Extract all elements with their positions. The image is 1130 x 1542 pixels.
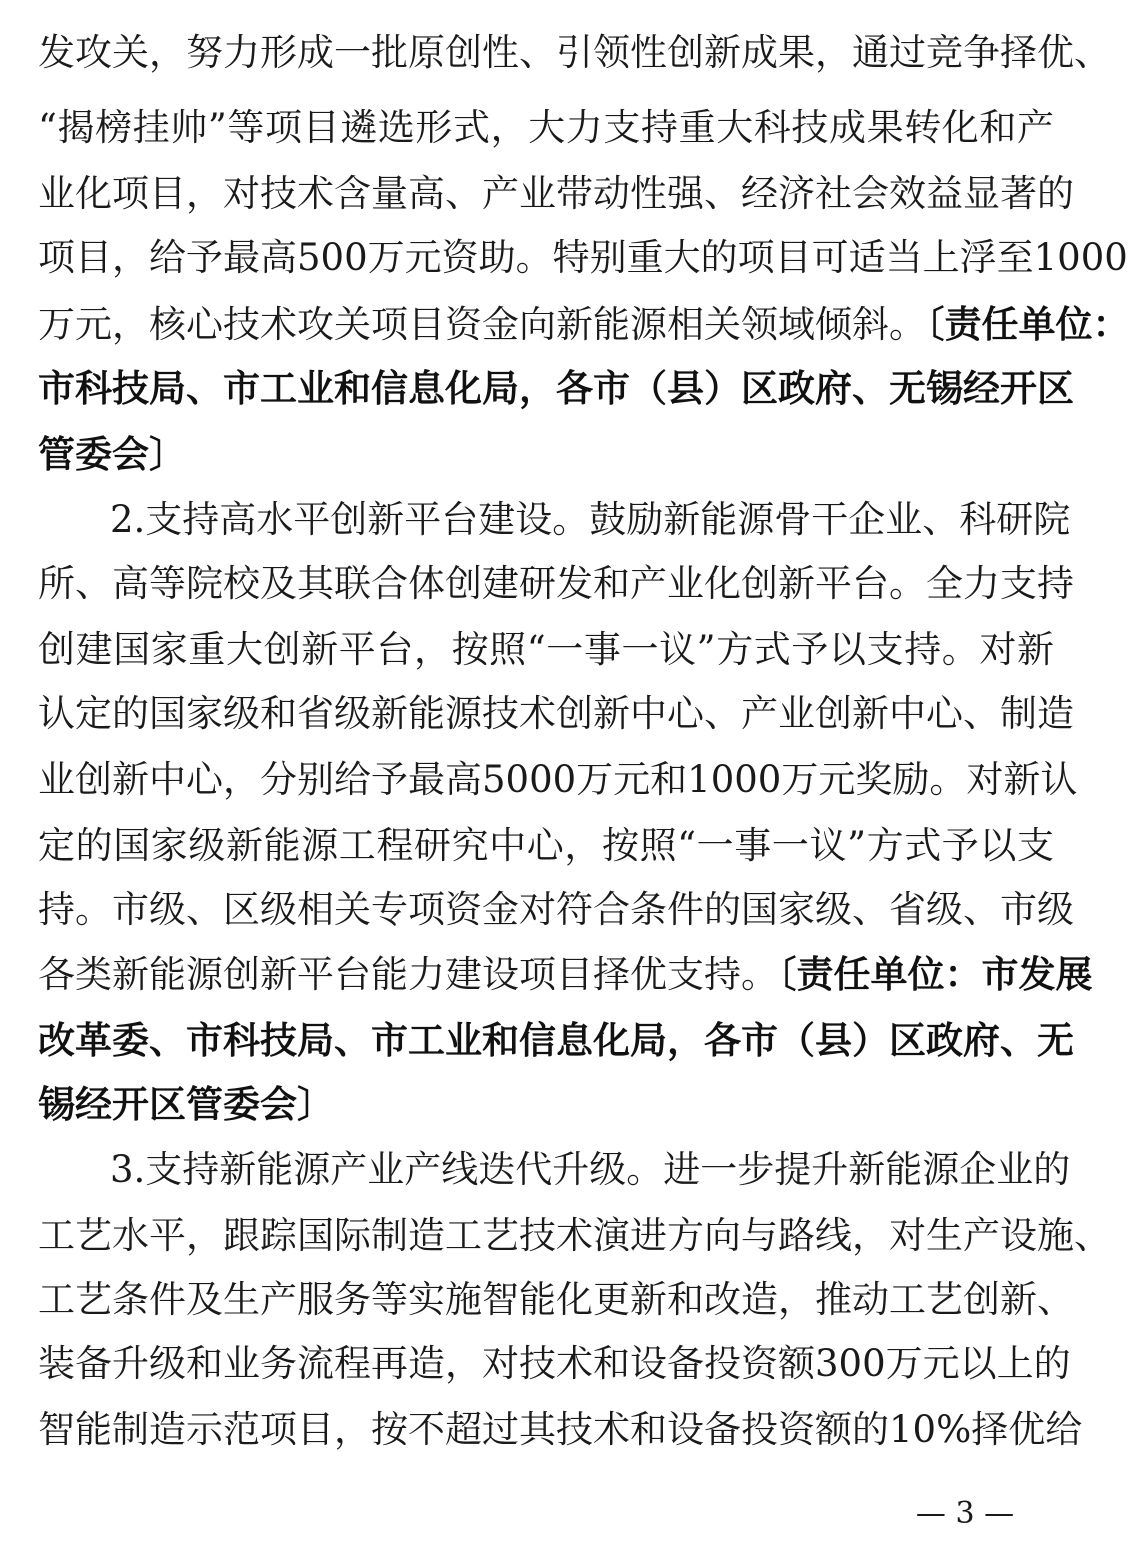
page-number: — 3 — xyxy=(915,1496,1015,1531)
line-text: 发攻关，努力形成一批原创性、引领性创新成果，通过竞争择优、 xyxy=(38,31,1111,74)
text-line-20 xyxy=(38,1267,1074,1333)
line-text: 定的国家级新能源工程研究中心，按照“一事一议”方式予以支 xyxy=(38,824,1054,867)
text-line-17 xyxy=(38,1071,1054,1137)
text-line-9 xyxy=(38,551,1074,617)
text-line-16 xyxy=(38,1007,1074,1073)
text-line-21 xyxy=(38,1331,1071,1397)
responsibility-text: 锡经开区管委会〕 xyxy=(38,1082,334,1126)
paragraph-3-heading-line xyxy=(110,1137,1071,1203)
text-line-5 xyxy=(38,291,1130,357)
line-text: 万元，核心技术攻关项目资金向新能源相关领域倾斜。 xyxy=(38,303,926,346)
line-text: 持。市级、区级相关专项资金对符合条件的国家级、省级、市级 xyxy=(38,888,1074,931)
line-text: 2.支持高水平创新平台建设。鼓励新能源骨干企业、科研院 xyxy=(110,498,1071,541)
text-line-4 xyxy=(38,225,1128,291)
paragraph-2-heading-line xyxy=(110,487,1071,553)
line-text: 3.支持新能源产业产线迭代升级。进一步提升新能源企业的 xyxy=(110,1148,1071,1191)
text-line-7 xyxy=(38,421,1054,487)
responsibility-label: 〔责任单位：市发展 xyxy=(778,952,1093,996)
responsibility-text: 市科技局、市工业和信息化局，各市（县）区政府、无锡经开区 xyxy=(38,366,1074,410)
text-line-14 xyxy=(38,877,1074,943)
text-line-15 xyxy=(38,941,1093,1007)
line-text: 业创新中心，分别给予最高5000万元和1000万元奖励。对新认 xyxy=(38,758,1078,801)
line-text: “揭榜挂帅”等项目遴选形式，大力支持重大科技成果转化和产 xyxy=(38,106,1054,149)
text-line-13 xyxy=(38,813,1054,879)
text-line-3 xyxy=(38,161,1074,227)
line-text: 业化项目，对技术含量高、产业带动性强、经济社会效益显著的 xyxy=(38,172,1074,215)
text-line-11 xyxy=(38,681,1074,747)
line-text: 各类新能源创新平台能力建设项目择优支持。 xyxy=(38,953,778,996)
text-line-6 xyxy=(38,355,1074,421)
line-text: 工艺水平，跟踪国际制造工艺技术演进方向与路线，对生产设施、 xyxy=(38,1214,1111,1257)
responsibility-label: 〔责任单位： xyxy=(926,302,1130,346)
line-text: 装备升级和业务流程再造，对技术和设备投资额300万元以上的 xyxy=(38,1342,1071,1385)
text-line-12 xyxy=(38,747,1078,813)
text-line-1 xyxy=(38,20,1111,86)
text-line-19 xyxy=(38,1203,1111,1269)
line-text: 项目，给予最高500万元资助。特别重大的项目可适当上浮至1000 xyxy=(38,236,1128,279)
line-text: 工艺条件及生产服务等实施智能化更新和改造，推动工艺创新、 xyxy=(38,1278,1074,1321)
text-line-22 xyxy=(38,1397,1083,1463)
text-line-2 xyxy=(38,95,1054,161)
text-line-10 xyxy=(38,617,1054,683)
line-text: 认定的国家级和省级新能源技术创新中心、产业创新中心、制造 xyxy=(38,692,1074,735)
line-text: 智能制造示范项目，按不超过其技术和设备投资额的10%择优给 xyxy=(38,1408,1083,1451)
responsibility-text: 改革委、市科技局、市工业和信息化局，各市（县）区政府、无 xyxy=(38,1018,1074,1062)
line-text: 创建国家重大创新平台，按照“一事一议”方式予以支持。对新 xyxy=(38,628,1054,671)
responsibility-text: 管委会〕 xyxy=(38,432,186,476)
line-text: 所、高等院校及其联合体创建研发和产业化创新平台。全力支持 xyxy=(38,562,1074,605)
